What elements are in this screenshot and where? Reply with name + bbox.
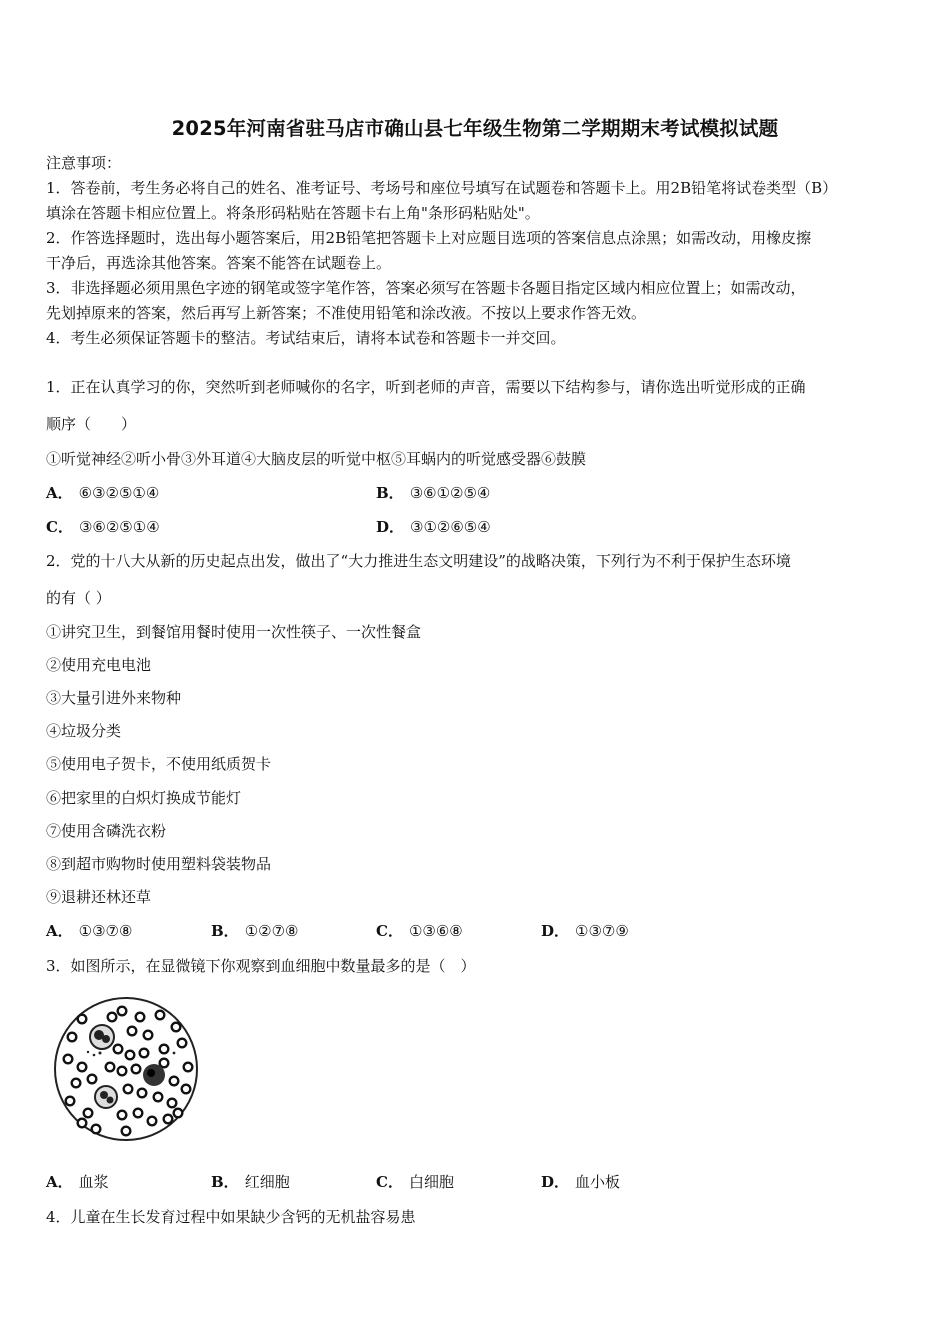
- option-text: ①③⑦⑨: [575, 922, 629, 940]
- red-blood-cell: [184, 1063, 193, 1072]
- red-blood-cell: [160, 1059, 169, 1068]
- option-label: D．: [541, 922, 570, 940]
- notice-line: 4．考生必须保证答题卡的整洁。考试结束后，请将本试卷和答题卡一并交回。: [46, 329, 566, 347]
- red-blood-cell: [108, 1013, 117, 1022]
- notice-line: 2．作答选择题时，选出每小题答案后，用2B铅笔把答题卡上对应题目选项的答案信息点涂黑；如需改动，用橡皮擦: [46, 229, 812, 247]
- red-blood-cell: [170, 1077, 179, 1086]
- q2-item: ④垃圾分类: [46, 722, 122, 740]
- option-text: 红细胞: [244, 1173, 290, 1191]
- red-blood-cell: [126, 1051, 135, 1060]
- red-blood-cell: [78, 1063, 87, 1072]
- q2-stem: 2．党的十八大从新的历史起点出发，做出了“大力推进生态文明建设”的战略决策，下列行为不利于保护生态环境: [46, 552, 791, 570]
- q2-item: ③大量引进外来物种: [46, 689, 182, 707]
- q2-item: ⑦使用含磷洗衣粉: [46, 822, 167, 840]
- q1-items: ①听觉神经②听小骨③外耳道④大脑皮层的听觉中枢⑤耳蜗内的听觉感受器⑥鼓膜: [46, 450, 587, 468]
- red-blood-cell: [124, 1085, 133, 1094]
- red-blood-cell: [132, 1065, 141, 1074]
- option-text: 白细胞: [408, 1173, 454, 1191]
- red-blood-cell: [134, 1109, 143, 1118]
- red-blood-cell: [88, 1075, 97, 1084]
- notice-line: 3．非选择题必须用黑色字迹的钢笔或签字笔作答，答案必须写在答题卡各题目指定区域内相应位置上；如需改动，: [46, 279, 806, 297]
- option-label: C．: [376, 1173, 403, 1191]
- red-blood-cell: [72, 1079, 81, 1088]
- red-blood-cell: [84, 1109, 93, 1118]
- option-label: B．: [211, 922, 239, 940]
- notice-line: 1．答卷前，考生务必将自己的姓名、准考证号、考场号和座位号填写在试题卷和答题卡上。用2B铅笔将试卷类型（B）: [46, 179, 838, 197]
- page-title: 2025年河南省驻马店市确山县七年级生物第二学期期末考试模拟试题: [171, 117, 779, 140]
- option-text: ⑥③②⑤①④: [78, 484, 160, 502]
- option-label: D．: [541, 1173, 570, 1191]
- option-label: A．: [46, 1173, 73, 1191]
- option-label: C．: [376, 922, 403, 940]
- q3-option-a[interactable]: [46, 1171, 109, 1192]
- q2-option-b[interactable]: [211, 920, 298, 941]
- option-text: ③⑥①②⑤④: [409, 484, 491, 502]
- q2-option-c[interactable]: [376, 920, 463, 941]
- red-blood-cell: [64, 1055, 73, 1064]
- q2-item: ⑥把家里的白炽灯换成节能灯: [46, 789, 242, 807]
- q2-stem-cont: 的有（ ）: [46, 589, 111, 607]
- red-blood-cell: [114, 1045, 123, 1054]
- q2-item: ⑧到超市购物时使用塑料袋装物品: [46, 855, 272, 873]
- q3-stem: 3．如图所示，在显微镜下你观察到血细胞中数量最多的是（ ）: [46, 957, 476, 975]
- notice-line: 先划掉原来的答案，然后再写上新答案；不准使用铅笔和涂改液。不按以上要求作答无效。: [46, 304, 647, 322]
- red-blood-cell: [122, 1127, 131, 1136]
- red-blood-cell: [140, 1049, 149, 1058]
- red-blood-cell: [78, 1015, 87, 1024]
- red-blood-cell: [172, 1023, 181, 1032]
- red-blood-cell: [128, 1027, 137, 1036]
- q2-item: ⑤使用电子贺卡，不使用纸质贺卡: [46, 755, 272, 773]
- red-blood-cell: [164, 1115, 173, 1124]
- q4-stem: 4．儿童在生长发育过程中如果缺少含钙的无机盐容易患: [46, 1208, 416, 1226]
- option-label: A．: [46, 484, 73, 502]
- option-text: ③⑥②⑤①④: [78, 518, 160, 536]
- option-label: D．: [376, 518, 405, 536]
- option-text: ③①②⑥⑤④: [410, 518, 491, 536]
- red-blood-cell: [182, 1085, 191, 1094]
- q2-option-d[interactable]: [541, 920, 629, 941]
- red-blood-cell: [148, 1117, 157, 1126]
- q2-item: ⑨退耕还林还草: [46, 888, 152, 906]
- q1-stem-cont: 顺序（ ）: [46, 415, 137, 433]
- q1-stem: 1．正在认真学习的你，突然听到老师喊你的名字，听到老师的声音，需要以下结构参与，请你选出听觉形成的正确: [46, 378, 806, 396]
- option-text: ①②⑦⑧: [244, 922, 299, 940]
- red-blood-cell: [174, 1109, 183, 1118]
- red-blood-cell: [66, 1097, 75, 1106]
- q1-option-b[interactable]: [376, 482, 490, 503]
- red-blood-cell: [78, 1119, 87, 1128]
- red-blood-cell: [156, 1011, 165, 1020]
- q2-item: ②使用充电电池: [46, 656, 152, 674]
- red-blood-cell: [168, 1099, 177, 1108]
- q3-option-d[interactable]: [541, 1171, 620, 1192]
- red-blood-cell: [106, 1063, 115, 1072]
- notice-line: 干净后，再选涂其他答案。答案不能答在试题卷上。: [46, 254, 392, 272]
- red-blood-cell: [144, 1031, 153, 1040]
- red-blood-cell: [136, 1013, 145, 1022]
- q3-option-c[interactable]: [376, 1171, 454, 1192]
- red-blood-cell: [178, 1039, 187, 1048]
- q2-item: ①讲究卫生，到餐馆用餐时使用一次性筷子、一次性餐盒: [46, 623, 422, 641]
- notice-heading: 注意事项：: [46, 154, 122, 172]
- red-blood-cell: [118, 1007, 127, 1016]
- red-blood-cell: [118, 1067, 127, 1076]
- option-text: ①③⑦⑧: [78, 922, 133, 940]
- option-text: 血浆: [78, 1173, 109, 1191]
- option-text: ①③⑥⑧: [408, 922, 463, 940]
- option-text: 血小板: [575, 1173, 621, 1191]
- option-label: A．: [46, 922, 73, 940]
- notice-line: 填涂在答题卡相应位置上。将条形码粘贴在答题卡右上角"条形码粘贴处"。: [46, 204, 540, 222]
- blood-smear-figure: [52, 997, 200, 1141]
- red-blood-cell: [68, 1033, 77, 1042]
- red-blood-cell: [154, 1093, 163, 1102]
- red-blood-cell: [138, 1089, 147, 1098]
- red-blood-cell: [92, 1125, 101, 1134]
- option-label: C．: [46, 518, 73, 536]
- q1-option-c[interactable]: [46, 516, 160, 537]
- q3-option-b[interactable]: [211, 1171, 290, 1192]
- option-label: B．: [376, 484, 404, 502]
- red-blood-cell: [118, 1111, 127, 1120]
- q2-option-a[interactable]: [46, 920, 132, 941]
- q1-option-d[interactable]: [376, 516, 491, 537]
- red-blood-cell: [160, 1045, 169, 1054]
- q1-option-a[interactable]: [46, 482, 159, 503]
- option-label: B．: [211, 1173, 239, 1191]
